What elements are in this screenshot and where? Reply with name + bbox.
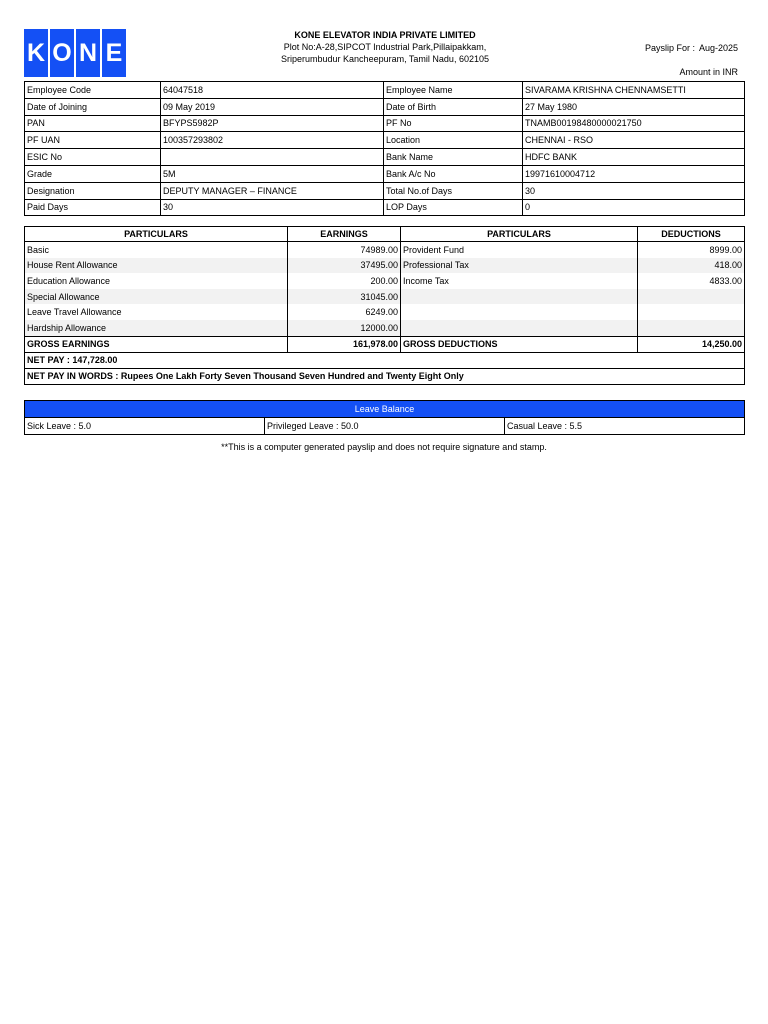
employee-info-row [25, 82, 745, 99]
deduction-name [401, 320, 638, 336]
logo-letter: K [24, 29, 48, 77]
sick-leave: Sick Leave : 5.0 [25, 418, 265, 435]
gross-earnings-label: GROSS EARNINGS [25, 336, 288, 352]
info-value: BFYPS5982P [161, 115, 384, 132]
net-pay-words-row [25, 368, 745, 384]
footnote: **This is a computer generated payslip and does not require signature and stamp. [221, 442, 547, 452]
payslip-month: Aug-2025 [698, 43, 738, 53]
earning-name: Special Allowance [25, 289, 288, 305]
pay-row [25, 273, 745, 289]
employee-info-row [25, 115, 745, 132]
employee-info-row [25, 98, 745, 115]
net-pay-words: NET PAY IN WORDS : Rupees One Lakh Forty Seven Thousand Seven Hundred and Twenty Eight Only [25, 368, 745, 384]
info-label: Employee Name [384, 82, 523, 99]
employee-info-row [25, 182, 745, 199]
company-address-line2: Sriperumbudur Kancheepuram, Tamil Nadu, 602105 [281, 54, 489, 64]
info-label: LOP Days [384, 199, 523, 216]
info-value: 30 [161, 199, 384, 216]
earning-amount: 6249.00 [288, 304, 401, 320]
pay-row [25, 258, 745, 274]
employee-info-row [25, 132, 745, 149]
gross-deductions-label: GROSS DEDUCTIONS [401, 336, 638, 352]
deduction-amount [638, 320, 745, 336]
earning-name: Education Allowance [25, 273, 288, 289]
leave-balance-title: Leave Balance [25, 401, 745, 418]
deduction-name [401, 304, 638, 320]
deduction-name: Professional Tax [401, 258, 638, 274]
company-name: KONE ELEVATOR INDIA PRIVATE LIMITED [294, 30, 476, 40]
company-address-line1: Plot No:A-28,SIPCOT Industrial Park,Pillaipakkam, [283, 42, 487, 52]
currency-note: Amount in INR [679, 67, 738, 77]
particulars-header: PARTICULARS [401, 227, 638, 242]
logo-letter: E [102, 29, 126, 77]
deduction-amount: 418.00 [638, 258, 745, 274]
info-label: Grade [25, 165, 161, 182]
info-label: Employee Code [25, 82, 161, 99]
info-label: Date of Birth [384, 98, 523, 115]
deductions-header: DEDUCTIONS [638, 227, 745, 242]
earning-amount: 12000.00 [288, 320, 401, 336]
kone-logo [24, 29, 126, 77]
gross-row [25, 336, 745, 352]
deduction-name: Provident Fund [401, 242, 638, 258]
info-value: 30 [523, 182, 745, 199]
earning-amount: 37495.00 [288, 258, 401, 274]
gross-deductions-value: 14,250.00 [638, 336, 745, 352]
pay-row [25, 320, 745, 336]
pay-row [25, 242, 745, 258]
payslip-period [641, 43, 738, 53]
deduction-amount: 8999.00 [638, 242, 745, 258]
info-label: Location [384, 132, 523, 149]
info-value [161, 149, 384, 166]
company-header [232, 29, 538, 65]
pay-row [25, 304, 745, 320]
earning-amount: 74989.00 [288, 242, 401, 258]
info-value: 100357293802 [161, 132, 384, 149]
logo-letter: O [50, 29, 74, 77]
info-value: CHENNAI - RSO [523, 132, 745, 149]
leave-balance-table [24, 400, 745, 435]
info-value: 19971610004712 [523, 165, 745, 182]
casual-leave: Casual Leave : 5.5 [505, 418, 745, 435]
deduction-name [401, 289, 638, 305]
logo-letter: N [76, 29, 100, 77]
info-value: 27 May 1980 [523, 98, 745, 115]
deduction-amount [638, 304, 745, 320]
earning-name: Basic [25, 242, 288, 258]
info-label: Designation [25, 182, 161, 199]
info-value: DEPUTY MANAGER – FINANCE [161, 182, 384, 199]
info-label: PAN [25, 115, 161, 132]
deduction-name: Income Tax [401, 273, 638, 289]
net-pay-row [25, 352, 745, 368]
earnings-deductions-table [24, 226, 745, 385]
info-value: 64047518 [161, 82, 384, 99]
earning-amount: 31045.00 [288, 289, 401, 305]
info-label: Bank Name [384, 149, 523, 166]
info-label: ESIC No [25, 149, 161, 166]
particulars-header: PARTICULARS [25, 227, 288, 242]
pay-header-row [25, 227, 745, 242]
deduction-amount: 4833.00 [638, 273, 745, 289]
info-label: PF No [384, 115, 523, 132]
earning-amount: 200.00 [288, 273, 401, 289]
info-value: HDFC BANK [523, 149, 745, 166]
earning-name: Leave Travel Allowance [25, 304, 288, 320]
info-value: TNAMB00198480000021750 [523, 115, 745, 132]
info-label: PF UAN [25, 132, 161, 149]
net-pay: NET PAY : 147,728.00 [25, 352, 745, 368]
gross-earnings-value: 161,978.00 [288, 336, 401, 352]
earnings-header: EARNINGS [288, 227, 401, 242]
privileged-leave: Privileged Leave : 50.0 [265, 418, 505, 435]
info-label: Bank A/c No [384, 165, 523, 182]
earning-name: Hardship Allowance [25, 320, 288, 336]
info-label: Paid Days [25, 199, 161, 216]
employee-info-row [25, 199, 745, 216]
payslip-label: Payslip For : [644, 43, 695, 53]
deduction-amount [638, 289, 745, 305]
info-value: 09 May 2019 [161, 98, 384, 115]
employee-info-table [24, 81, 745, 216]
pay-row [25, 289, 745, 305]
info-label: Total No.of Days [384, 182, 523, 199]
employee-info-row [25, 149, 745, 166]
info-value: 0 [523, 199, 745, 216]
info-value: SIVARAMA KRISHNA CHENNAMSETTI [523, 82, 745, 99]
employee-info-row [25, 165, 745, 182]
info-label: Date of Joining [25, 98, 161, 115]
info-value: 5M [161, 165, 384, 182]
earning-name: House Rent Allowance [25, 258, 288, 274]
